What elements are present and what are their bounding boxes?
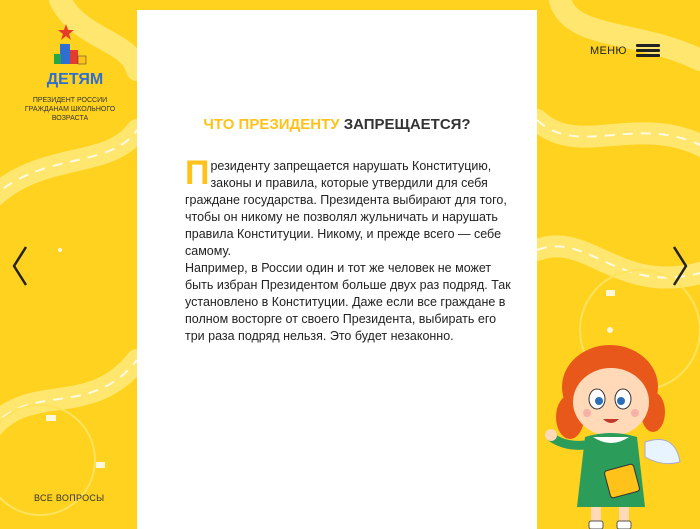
logo-tagline: ПРЕЗИДЕНТ РОССИИ ГРАЖДАНАМ ШКОЛЬНОГО ВОЗРАСТА [24, 97, 116, 122]
all-questions-link[interactable]: ВСЕ ВОПРОСЫ [34, 493, 105, 503]
logo-detyam[interactable] [30, 20, 120, 95]
article-card [137, 10, 537, 529]
face [573, 368, 649, 436]
chevron-right-icon [674, 247, 686, 285]
title-rest: ЗАПРЕЩАЕТСЯ? [339, 116, 471, 133]
paragraph-1-text: резиденту запрещается нарушать Конституцию, законы и правила, которые утвердили для себя граждане государства. Президента выбирают для того, чтобы он никому не позволял жульничать и нарушать правила Конституции. Никому, и прежде всего — себе самому. [185, 159, 507, 258]
svg-text:ДЕТЯМ: ДЕТЯМ [46, 71, 104, 88]
article-body [185, 154, 515, 345]
next-arrow-button[interactable] [670, 245, 690, 287]
menu-button[interactable] [590, 43, 660, 59]
girl-character-illustration [545, 337, 700, 529]
title-accent: ЧТО ПРЕЗИДЕНТУ [203, 116, 340, 133]
logo-star-icon [58, 24, 74, 40]
menu-label: МЕНЮ [590, 45, 627, 57]
paragraph-1 [185, 154, 515, 260]
article-title [137, 116, 537, 133]
drop-cap: П [185, 154, 210, 192]
chevron-left-icon [14, 247, 26, 285]
previous-arrow-button[interactable] [10, 245, 30, 287]
hamburger-icon [636, 44, 660, 58]
paragraph-2: Например, в России один и тот же человек не может быть избран Президентом больше двух раз подряд. Так установлено в Конституции. Даже если все граждане в полном восторге от своего Президента, выбирать его три раза подряд нельзя. Это будет незаконно. [185, 261, 511, 343]
